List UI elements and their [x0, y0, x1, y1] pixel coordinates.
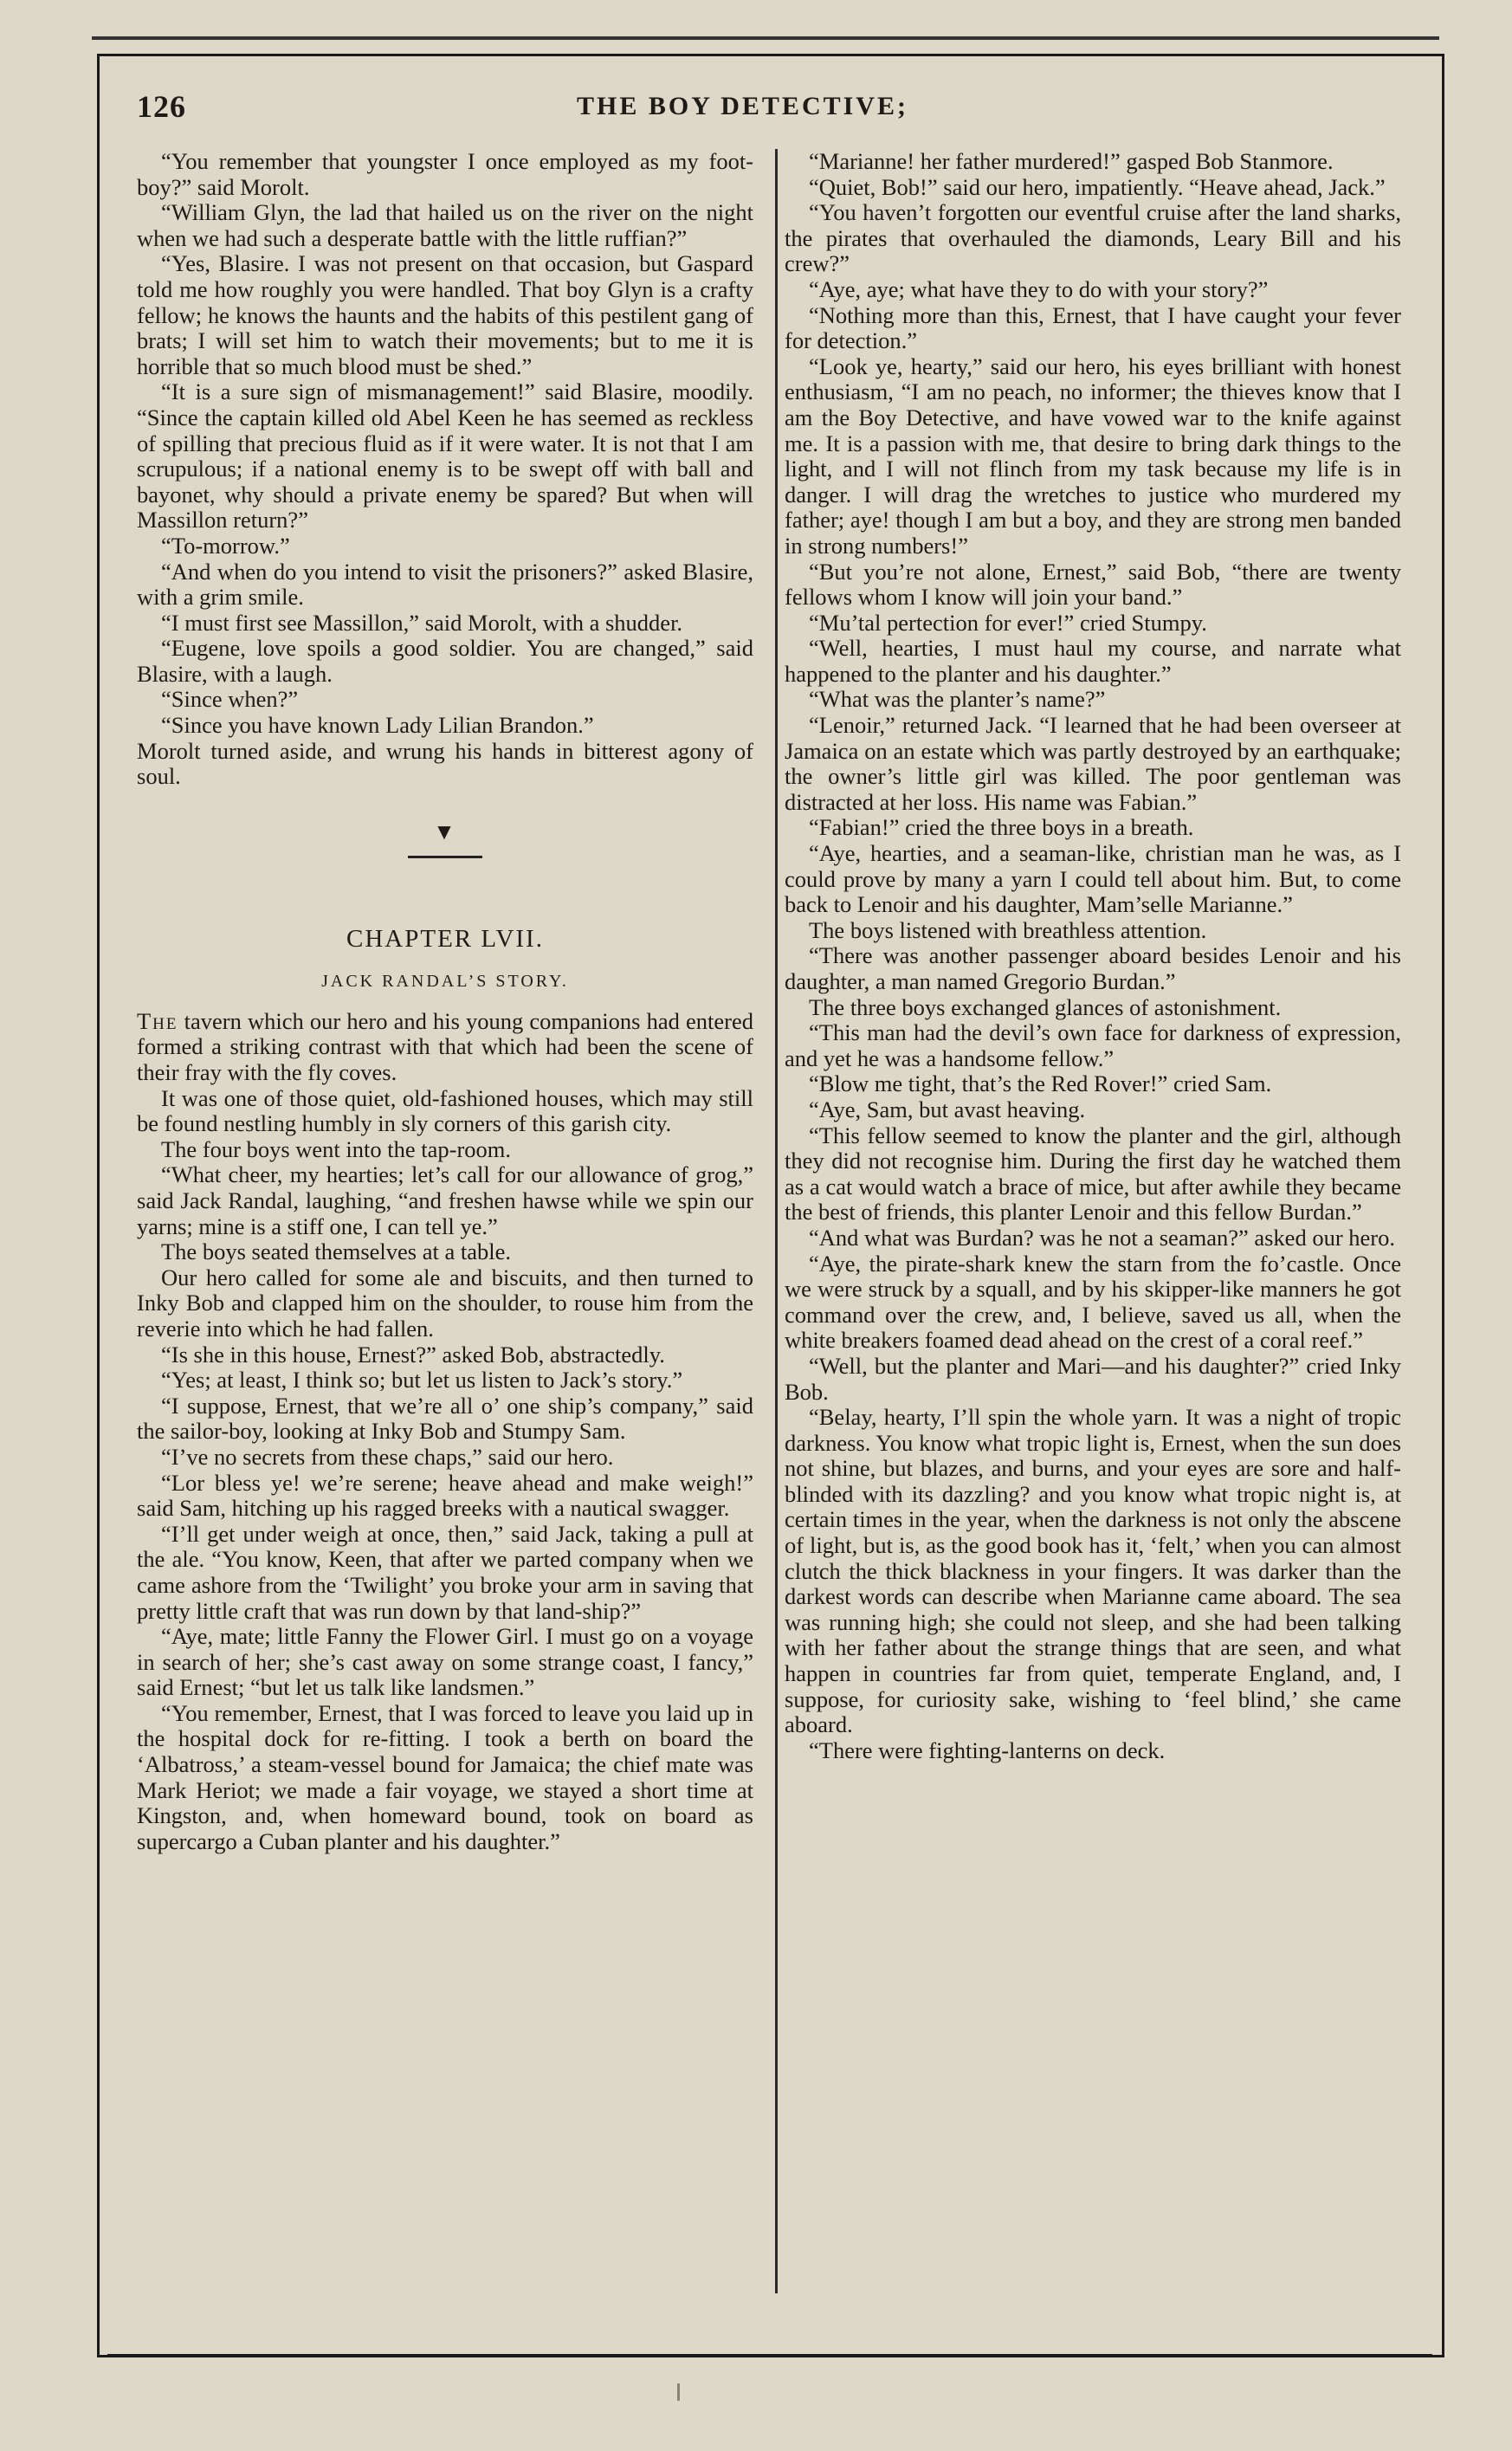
chapter-subtitle: JACK RANDAL’S STORY.	[321, 971, 569, 991]
paragraph: “Aye, the pirate-shark knew the starn from the fo’castle. Once we were struck by a squall, and by his skipper-like manners he got command over the crew, and, I believe, saved us all, when the white breakers foamed dead ahead on the crest of a coral reef.”	[785, 1250, 1401, 1354]
paragraph: It was one of those quiet, old-fashioned houses, which may still be found nestling humbly in sly corners of this garish city.	[137, 1084, 753, 1137]
paragraph: “Aye, aye; what have they to do with your story?”	[809, 275, 1269, 302]
paragraph: “What cheer, my hearties; let’s call for our allowance of grog,” said Jack Randal, laughing, “and freshen hawse while we spin our yarns; mine is a stiff one, I can tell ye.”	[137, 1161, 753, 1239]
left-paragraphs	[137, 149, 753, 790]
section-ornament	[137, 818, 753, 858]
paragraph: “Lor bless ye! we’re serene; heave ahead and make weigh!” said Sam, hitching up his ragged breeks with a nautical swagger.	[137, 1469, 753, 1522]
paragraph: “I’ve no secrets from these chaps,” said our hero.	[161, 1443, 614, 1470]
chapter-opening-paragraph	[137, 1009, 753, 1086]
paragraph: “You remember that youngster I once employed as my foot-boy?” said Morolt.	[137, 148, 753, 200]
paragraph: Our hero called for some ale and biscuits, and then turned to Inky Bob and clapped him on the shoulder, to rouse him from the reverie into which he had fallen.	[137, 1264, 753, 1342]
paragraph: “This fellow seemed to know the planter and the girl, although they did not recognise him. During the first day he watched them as a cat would watch a brace of mice, but after awhile they became the best of friends, this planter Lenoir and this fellow Burdan.”	[785, 1122, 1401, 1226]
bottom-border-rule	[107, 2354, 1432, 2357]
paragraph: “Belay, hearty, I’ll spin the whole yarn. It was a night of tropic darkness. You know what tropic light is, Ernest, when the sun does not shine, but blazes, and burns, and your eyes are sore and half-blinded with its dazzling? and you know what tropic night is, at certain times in the year, when the darkness is not only the abscene of light, but is, as the good book has it, ‘felt,’ when you can almost clutch the thick blackness in your fingers. It was darker than the darkest words can describe when Marianne came aboard. The sea was running high; she could not sleep, and she had been talking with her father about the strange things that are seen, and what happen in countries far from quiet, temperate England, and, I suppose, for curiosity sake, wishing to ‘feel blind,’ she came aboard.	[785, 1404, 1401, 1738]
paragraph: “Yes; at least, I think so; but let us listen to Jack’s story.”	[161, 1367, 683, 1394]
running-title: THE BOY DETECTIVE;	[577, 92, 908, 120]
ornament-rule	[408, 856, 482, 858]
paragraph: The boys seated themselves at a table.	[161, 1238, 511, 1265]
paragraph: “What was the planter’s name?”	[809, 686, 1106, 713]
paragraph: “Blow me tight, that’s the Red Rover!” cried Sam.	[809, 1070, 1272, 1097]
opening-text: tavern which our hero and his young companions had entered formed a striking contrast with that which had been the scene of their fray with the fly coves.	[137, 1007, 753, 1086]
left-column	[137, 149, 753, 1854]
paragraph: “And when do you intend to visit the prisoners?” asked Blasire, with a grim smile.	[137, 558, 753, 611]
paragraph: “To-morrow.”	[161, 532, 290, 559]
paragraph: “Since when?”	[161, 686, 299, 713]
paragraph: “Since you have known Lady Lilian Brandon.”	[161, 712, 594, 739]
ornament-mark-icon: ▼	[433, 818, 457, 844]
paragraph: “William Glyn, the lad that hailed us on the river on the night when we had such a desperate battle with the little ruffian?”	[137, 199, 753, 251]
paragraph: The three boys exchanged glances of astonishment.	[809, 993, 1282, 1020]
chapter-title: CHAPTER LVII.	[346, 924, 544, 953]
paragraph: The boys listened with breathless attention.	[809, 916, 1207, 943]
paragraph: “Aye, hearties, and a seaman-like, christian man he was, as I could prove by many a yarn I could tell about him. But, to come back to Lenoir and his daughter, Mam’selle Marianne.”	[785, 840, 1401, 918]
paragraph: The four boys went into the tap-room.	[161, 1135, 512, 1162]
paragraph: “Marianne! her father murdered!” gasped Bob Stanmore.	[809, 148, 1334, 174]
paragraph: “I suppose, Ernest, that we’re all o’ one ship’s company,” said the sailor-boy, looking at Inky Bob and Stumpy Sam.	[137, 1392, 753, 1445]
page-number: 126	[137, 89, 186, 124]
paragraph: “Nothing more than this, Ernest, that I have caught your fever for detection.”	[785, 301, 1401, 354]
paragraph: “Quiet, Bob!” said our hero, impatiently. “Heave ahead, Jack.”	[809, 173, 1386, 200]
paragraph: “There were fighting-lanterns on deck.	[809, 1736, 1166, 1763]
paragraph: “Mu’tal pertection for ever!” cried Stumpy.	[809, 609, 1207, 636]
top-border-rule	[92, 36, 1439, 40]
paragraph: “But you’re not alone, Ernest,” said Bob, “there are twenty fellows whom I know will join your band.”	[785, 558, 1401, 611]
paragraph: “I must first see Massillon,” said Morolt, with a shudder.	[161, 609, 683, 636]
paragraph: “There was another passenger aboard besides Lenoir and his daughter, a man named Gregorio Burdan.”	[785, 942, 1401, 994]
page-header	[137, 88, 1427, 137]
opening-word: The	[137, 1007, 178, 1034]
paragraph: “Aye, mate; little Fanny the Flower Girl. I must go on a voyage in search of her; she’s cast away on some strange coast, I fancy,” said Ernest; “but let us talk like landsmen.”	[137, 1623, 753, 1701]
paragraph: “Look ye, hearty,” said our hero, his eyes brilliant with honest enthusiasm, “I am no peach, no informer; the thieves know that I am the Boy Detective, and have vowed war to the knife against me. It is a passion with me, that desire to bring dark things to the light, and I will not flinch from my task because my life is in danger. I will drag the wretches to justice who murdered my father; aye! though I am but a boy, and they are strong men banded in strong numbers!”	[785, 352, 1401, 559]
paragraph: “This man had the devil’s own face for darkness of expression, and yet he was a handsome fellow.”	[785, 1019, 1401, 1071]
right-column	[785, 149, 1401, 1763]
paragraph: “Well, hearties, I must haul my course, and narrate what happened to the planter and his daughter.”	[785, 635, 1401, 687]
paragraph: “Is she in this house, Ernest?” asked Bob, abstractedly.	[161, 1341, 665, 1368]
paragraph: “You haven’t forgotten our eventful cruise after the land sharks, the pirates that overhauled the diamonds, Leary Bill and his crew?”	[785, 199, 1401, 277]
paragraph: “Fabian!” cried the three boys in a breath.	[809, 814, 1194, 841]
paragraph: Morolt turned aside, and wrung his hands in bitterest agony of soul.	[137, 737, 753, 790]
paragraph: “It is a sure sign of mismanagement!” said Blasire, moodily. “Since the captain killed old Abel Keen he has seemed as reckless of spilling that precious fluid as if it were water. It is not that I am scrupulous; if a national enemy is to be swept off with ball and bayonet, why should a private enemy be spared? But when will Massillon return?”	[137, 378, 753, 534]
paragraph: “Lenoir,” returned Jack. “I learned that he had been overseer at Jamaica on an estate which was partly destroyed by an earthquake; the owner’s little girl was killed. The poor gentleman was distracted at her loss. His name was Fabian.”	[785, 712, 1401, 815]
paragraph: “You remember, Ernest, that I was forced to leave you laid up in the hospital dock for re-fitting. I took a berth on board the ‘Albatross,’ a steam-vessel bound for Jamaica; the chief mate was Mark Heriot; we made a fair voyage, we stayed a short time at Kingston, and, when homeward bound, took on board as supercargo a Cuban planter and his daughter.”	[137, 1699, 753, 1854]
paragraph: “Aye, Sam, but avast heaving.	[809, 1096, 1086, 1122]
paragraph: “Yes, Blasire. I was not present on that occasion, but Gaspard told me how roughly you were handled. That boy Glyn is a crafty fellow; he knows the haunts and the habits of this pestilent gang of brats; I will set him to watch their movements; but to me it is horrible that so much blood must be shed.”	[137, 250, 753, 379]
column-divider	[775, 149, 778, 2293]
paragraph: “And what was Burdan? was he not a seaman?” asked our hero.	[809, 1224, 1395, 1251]
paragraph: “Well, but the planter and Mari—and his daughter?” cried Inky Bob.	[785, 1352, 1401, 1405]
paragraph: “I’ll get under weigh at once, then,” said Jack, taking a pull at the ale. “You know, Keen, that after we parted company when we came ashore from the ‘Twilight’ you broke your arm in saving that pretty little craft that was run down by that land-ship?”	[137, 1520, 753, 1624]
page-mark	[677, 2383, 680, 2401]
paragraph: “Eugene, love spoils a good soldier. You are changed,” said Blasire, with a laugh.	[137, 635, 753, 687]
